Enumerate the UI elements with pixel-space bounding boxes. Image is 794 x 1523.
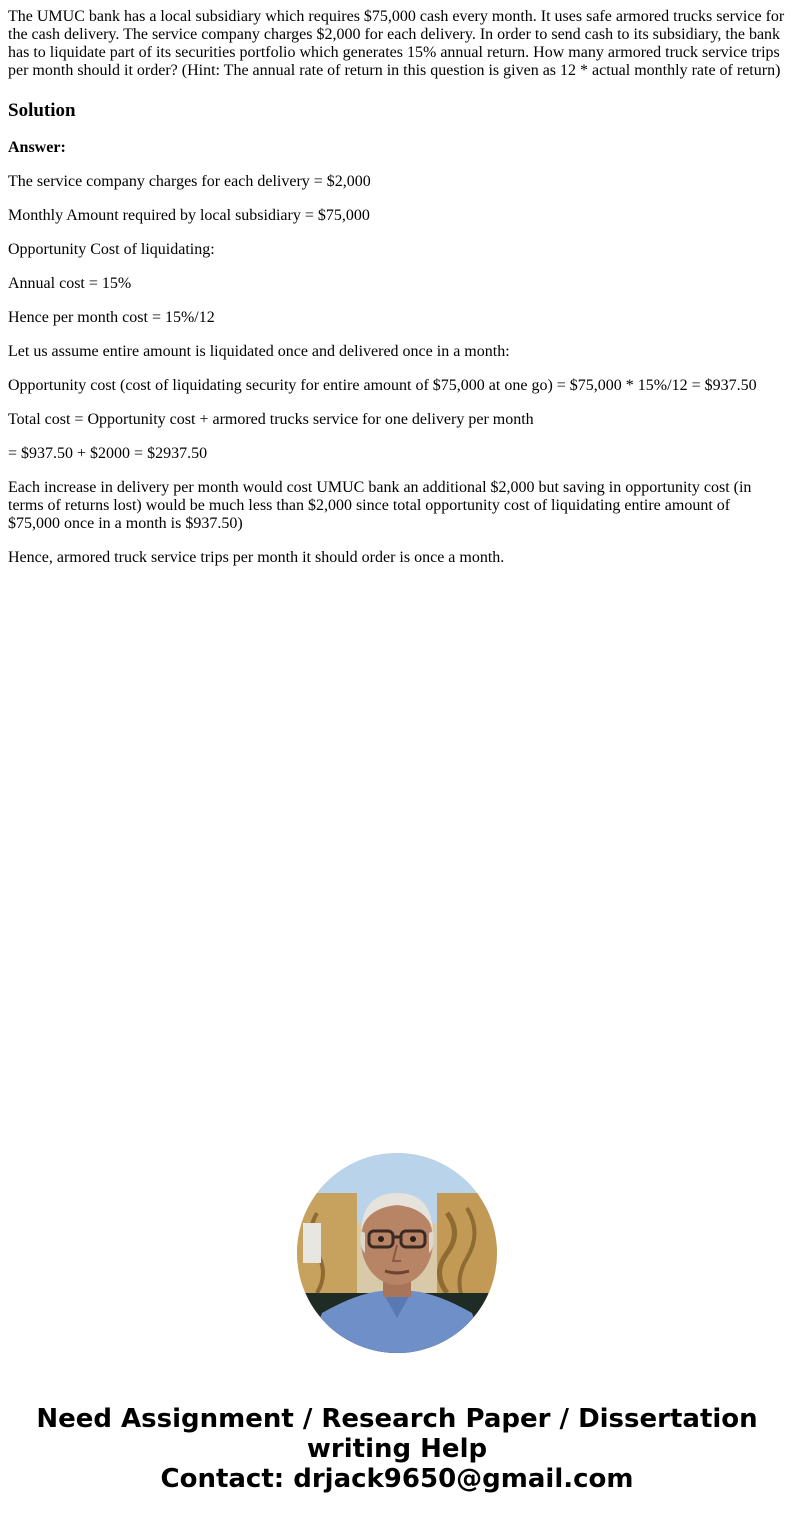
author-avatar (297, 1153, 497, 1353)
paragraph: Hence, armored truck service trips per month it should order is once a month. (8, 549, 505, 566)
paragraph: Monthly Amount required by local subsidiary = $75,000 (8, 207, 370, 224)
promo-line: Need Assignment / Research Paper / Dissertation (36, 1404, 758, 1434)
paragraph: Total cost = Opportunity cost + armored trucks service for one delivery per month (8, 411, 534, 428)
author-portrait-image (297, 1153, 497, 1353)
solution-heading: Solution (8, 100, 76, 121)
paragraph: Opportunity Cost of liquidating: (8, 241, 215, 258)
paragraph: Let us assume entire amount is liquidated once and delivered once in a month: (8, 343, 510, 360)
contact-email: Contact: drjack9650@gmail.com (160, 1464, 634, 1494)
paragraph: Each increase in delivery per month would cost UMUC bank an additional $2,000 but saving in opportunity cost (in terms of returns lost) would be much less than $2,000 since total opportunity cost of liquidating entire amount of $75,000 once in a month is $937.50) (8, 479, 752, 532)
paragraph: The service company charges for each delivery = $2,000 (8, 173, 371, 190)
paragraph: Annual cost = 15% (8, 275, 132, 292)
paragraph: = $937.50 + $2000 = $2937.50 (8, 445, 208, 462)
paragraph: Hence per month cost = 15%/12 (8, 309, 215, 326)
question-text: The UMUC bank has a local subsidiary which requires $75,000 cash every month. It uses safe armored trucks service for the cash delivery. The service company charges $2,000 for each delivery. In order to send cash to its subsidiary, the bank has to liquidate part of its securities portfolio which generates 15% annual return. How many armored truck service trips per month should it order? (Hint: The annual rate of return in this question is given as 12 * actual monthly rate of return) (8, 8, 785, 79)
promo-banner (0, 1404, 794, 1494)
paragraph: Opportunity cost (cost of liquidating security for entire amount of $75,000 at one go) = $75,000 * 15%/12 = $937.50 (8, 377, 757, 394)
promo-line: writing Help (306, 1434, 488, 1464)
answer-label: Answer: (8, 139, 66, 156)
document-content (8, 8, 786, 567)
